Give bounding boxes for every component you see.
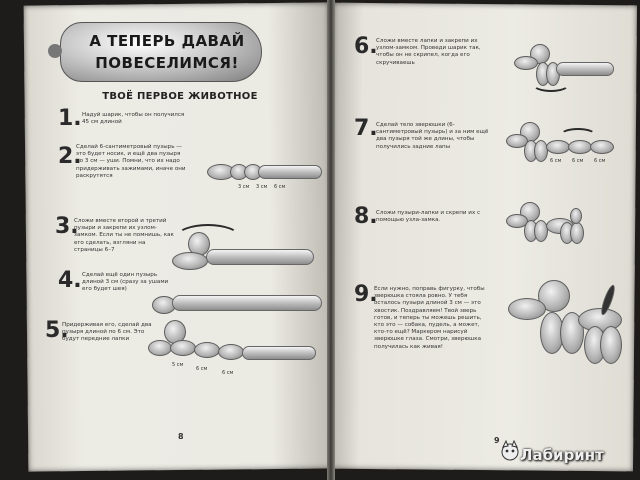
step-number: 8. (354, 204, 378, 229)
step-text: Сложи вместе второй и третий пузыри и закрепи их узлом-замком. Если ты не помнишь, как его сделать, взгляни на страницы 6–7 (74, 218, 174, 253)
step-text: Надуй шарик, чтобы он получился 45 см длиной (82, 112, 185, 126)
balloon-body (172, 295, 322, 311)
balloon-bubble (514, 56, 538, 70)
section-title: ТВОЁ ПЕРВОЕ ЖИВОТНОЕ (102, 91, 258, 102)
balloon-bubble (546, 140, 570, 154)
page-number: 8 (178, 432, 184, 441)
balloon-body (206, 249, 314, 265)
step-number: 6. (354, 34, 378, 59)
balloon-bubble (534, 140, 548, 162)
measurement-label: 3 см (256, 184, 268, 190)
step-number: 1. (58, 106, 82, 131)
measurement-label: 6 см (222, 370, 234, 376)
step-text: Сделай тело зверюшки (6-сантиметровый пузырь) и за ним ещё два пузыря той же длины, чтобы получились задние лапы (376, 122, 489, 150)
step-number: 7. (354, 116, 378, 141)
balloon-bubble (568, 140, 592, 154)
balloon-bubble (590, 140, 614, 154)
double-arrow-icon (560, 128, 596, 142)
balloon-bubble (508, 298, 546, 320)
step-number: 2. (58, 144, 82, 169)
step-number: 3. (55, 214, 79, 239)
twist-arrow-icon (532, 76, 570, 92)
watermark-logo: Лабиринт (520, 446, 604, 464)
balloon-bubble (148, 340, 172, 356)
step-text: Если нужно, поправь фигурку, чтобы зверюшка стояла ровно. У тебя осталось пузыри длиной 3 см — это хвостик. Поздравляем! Твой зверь готов, и теперь ты можешь решить, кто это — собака, пудель, а может, кто-то ещё? Маркером нарисуй зверюшке глаза. Смотри, зверюшка получилась как живая! (374, 286, 485, 350)
balloon-bubble (600, 326, 622, 364)
measurement-label: 3 см (238, 184, 250, 190)
step-number: 9. (354, 282, 378, 307)
balloon-bubble (194, 342, 220, 358)
balloon-bubble (218, 344, 244, 360)
measurement-label: 6 см (550, 158, 562, 164)
banner-title: А ТЕПЕРЬ ДАВАЙ ПОВЕСЕЛИМСЯ! (89, 32, 245, 72)
measurement-label: 5 см (172, 362, 184, 368)
book-spine (327, 0, 335, 480)
step-number: 5. (45, 318, 69, 343)
balloon-knot (48, 44, 62, 58)
measurement-label: 6 см (274, 184, 286, 190)
step-text: Сложи вместе лапки и закрепи их узлом-замком. Проведи шарик так, чтобы он не скрипел, когда его скручиваешь (376, 38, 481, 66)
labirint-cat-logo-icon (499, 440, 521, 462)
step-text: Сложи пузыри-лапки и скрепи их с помощью узла-замка. (376, 210, 481, 224)
page-number: 9 (494, 436, 500, 445)
step-number: 4. (58, 268, 82, 293)
balloon-body (258, 165, 322, 179)
balloon-bubble (170, 340, 196, 356)
balloon-body (556, 62, 614, 76)
step-text: Сделай 6-сантиметровый пузырь — это будет носик, и ещё два пузыря по 3 см — уши. Помни, что их надо придерживать зажимами, иначе они раскрутятся (76, 144, 186, 179)
balloon-bubble (570, 208, 582, 224)
balloon-bubble (570, 222, 584, 244)
step-text: Сделай ещё один пузырь длиной 3 см (сразу за ушами его будет шея) (82, 272, 169, 293)
measurement-label: 6 см (572, 158, 584, 164)
balloon-body (242, 346, 316, 360)
step-text: Придерживая его, сделай два пузыря длиной по 6 см. Это будут передние лапки (62, 322, 152, 343)
measurement-label: 6 см (594, 158, 606, 164)
balloon-bubble (172, 252, 208, 270)
measurement-label: 6 см (196, 366, 208, 372)
